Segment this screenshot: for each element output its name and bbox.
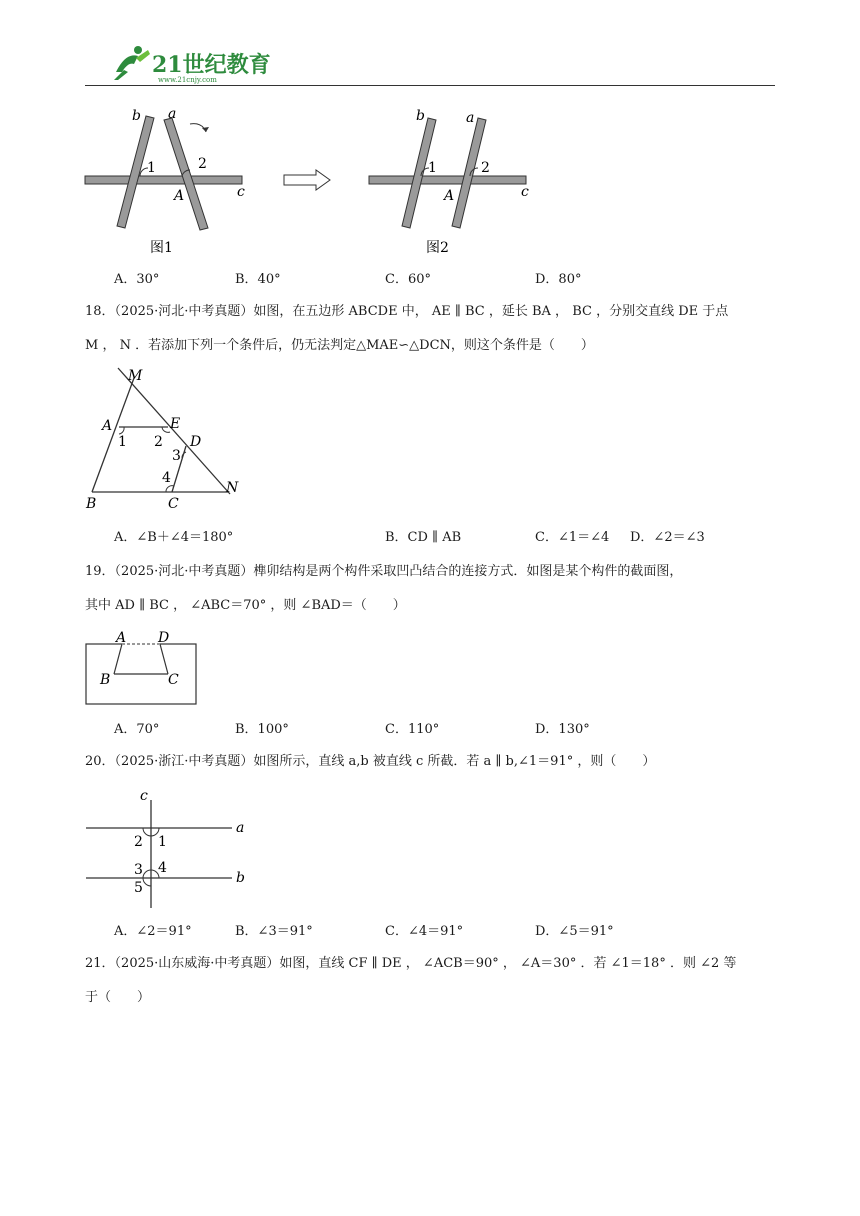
q19-option-b[interactable]: B．100° — [235, 722, 289, 737]
label-b: b — [416, 108, 425, 124]
label-a: a — [168, 106, 177, 122]
q19-figure — [82, 628, 202, 714]
q20-figure — [82, 782, 262, 918]
fig2-caption: 图2 — [426, 240, 449, 254]
label-A: A — [444, 188, 455, 204]
q19-stem-line1: 19．（2025·河北·中考真题）榫卯结构是两个构件采取凹凸结合的连接方式．如图是某个构件的截面图， — [85, 564, 683, 579]
logo-text: 21世纪教育 — [152, 52, 271, 78]
label-B: B — [100, 672, 111, 688]
label-b: b — [132, 108, 141, 124]
q17-option-a[interactable]: A．30° — [114, 272, 160, 287]
angle-3-label: 3 — [172, 448, 181, 464]
angle-1-label: 1 — [147, 160, 156, 176]
label-B: B — [86, 496, 97, 512]
label-c: c — [237, 184, 245, 200]
q20-stem-line1: 20．（2025·浙江·中考真题）如图所示，直线 a,b 被直线 c 所截．若 a ∥ b,∠1＝91° ，则（ ） — [85, 754, 656, 769]
angle-2-label: 2 — [198, 156, 207, 172]
label-C: C — [168, 496, 179, 512]
label-A: A — [116, 630, 127, 646]
q19-option-c[interactable]: C．110° — [385, 722, 440, 737]
angle-1-label: 1 — [118, 434, 127, 450]
logo — [108, 42, 288, 84]
label-M: M — [128, 368, 143, 384]
angle-4-label: 4 — [162, 470, 171, 486]
q18-figure — [82, 366, 252, 520]
runner-logo-icon — [114, 46, 150, 80]
label-D: D — [158, 630, 170, 646]
q17-option-d[interactable]: D．80° — [535, 272, 582, 287]
q17-option-b[interactable]: B．40° — [235, 272, 281, 287]
angle-3-label: 3 — [134, 862, 143, 878]
q20-option-b[interactable]: B．∠3＝91° — [235, 924, 313, 939]
label-A: A — [102, 418, 113, 434]
q18-option-b[interactable]: B．CD ∥ AB — [385, 530, 462, 545]
angle-1-label: 1 — [158, 834, 167, 850]
label-a: a — [236, 820, 245, 836]
angle-2-label: 2 — [481, 160, 490, 176]
q19-stem-line2: 其中 AD ∥ BC ， ∠ABC＝70° ，则 ∠BAD＝（ ） — [85, 598, 406, 613]
label-E: E — [170, 416, 181, 432]
angle-5-label: 5 — [134, 880, 143, 896]
label-c: c — [140, 788, 148, 804]
q18-option-c[interactable]: C．∠1＝∠4 — [535, 530, 610, 545]
header-divider — [85, 85, 775, 86]
q18-option-d[interactable]: D．∠2＝∠3 — [630, 530, 705, 545]
q18-stem-line1: 18．（2025·河北·中考真题）如图，在五边形 ABCDE 中， AE ∥ BC ，延长 BA ， BC ，分别交直线 DE 于点 — [85, 304, 729, 319]
q17-figure-1 — [82, 104, 252, 258]
q21-stem-line1: 21．（2025·山东威海·中考真题）如图，直线 CF ∥ DE ， ∠ACB＝90° ， ∠A＝30° ．若 ∠1＝18° ．则 ∠2 等 — [85, 956, 737, 971]
label-b: b — [236, 870, 245, 886]
q17-figure-2 — [366, 104, 536, 258]
label-a: a — [466, 110, 475, 126]
label-C: C — [168, 672, 179, 688]
q20-option-a[interactable]: A．∠2＝91° — [114, 924, 192, 939]
label-A: A — [174, 188, 185, 204]
q21-stem-line2: 于（ ） — [85, 990, 151, 1005]
angle-2-label: 2 — [154, 434, 163, 450]
fig1-caption: 图1 — [150, 240, 173, 254]
label-N: N — [226, 480, 239, 496]
angle-1-label: 1 — [428, 160, 437, 176]
q18-stem-line2: M ， N ．若添加下列一个条件后，仍无法判定△MAE∽△DCN，则这个条件是（ ） — [85, 338, 594, 353]
q20-option-c[interactable]: C．∠4＝91° — [385, 924, 464, 939]
q19-option-d[interactable]: D．130° — [535, 722, 590, 737]
angle-2-label: 2 — [134, 834, 143, 850]
logo-subtext: www.21cnjy.com — [158, 76, 217, 84]
label-c: c — [521, 184, 529, 200]
q20-option-d[interactable]: D．∠5＝91° — [535, 924, 614, 939]
q17-option-c[interactable]: C．60° — [385, 272, 431, 287]
arrow-icon — [282, 168, 334, 196]
angle-4-label: 4 — [158, 860, 167, 876]
label-D: D — [190, 434, 202, 450]
q19-option-a[interactable]: A．70° — [114, 722, 160, 737]
q18-option-a[interactable]: A．∠B＋∠4＝180° — [114, 530, 234, 545]
